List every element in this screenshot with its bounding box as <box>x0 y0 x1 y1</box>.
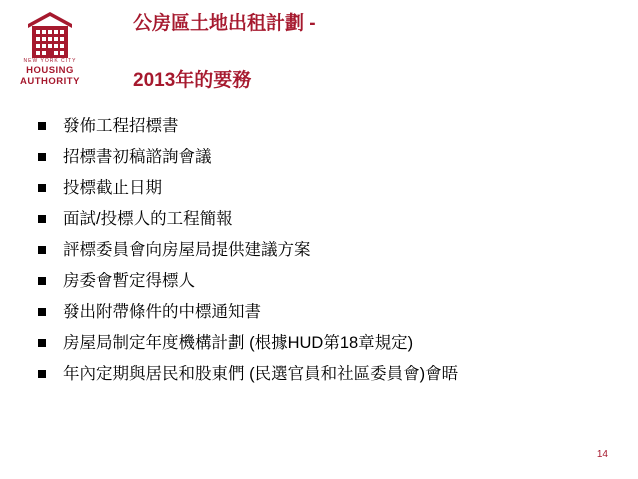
list-item <box>36 111 458 142</box>
logo-line-2: HOUSING <box>26 65 74 76</box>
list-item <box>36 359 458 390</box>
slide-title-line-2: 2013年的要務 <box>133 70 252 91</box>
list-item <box>36 142 458 173</box>
logo-line-1: NEW YORK CITY <box>23 58 77 64</box>
logo-line-3: AUTHORITY <box>20 76 80 87</box>
square-bullet-icon <box>38 153 46 161</box>
list-item-text: 投標截止日期 <box>63 179 162 197</box>
list-item-text: 評標委員會向房屋局提供建議方案 <box>63 241 311 259</box>
square-bullet-icon <box>38 122 46 130</box>
square-bullet-icon <box>38 370 46 378</box>
square-bullet-icon <box>38 246 46 254</box>
list-item <box>36 266 458 297</box>
list-item-text: 招標書初稿諮詢會議 <box>63 148 212 166</box>
page-number: 14 <box>596 449 608 460</box>
list-item-text: 發佈工程招標書 <box>63 117 179 135</box>
square-bullet-icon <box>38 339 46 347</box>
nycha-logo <box>8 10 120 94</box>
list-item <box>36 328 458 359</box>
list-item-text: 發出附帶條件的中標通知書 <box>63 303 261 321</box>
square-bullet-icon <box>38 308 46 316</box>
building-icon <box>8 10 92 58</box>
list-item <box>36 173 458 204</box>
list-item-text: 面試/投標人的工程簡報 <box>63 210 233 228</box>
square-bullet-icon <box>38 277 46 285</box>
list-item <box>36 204 458 235</box>
list-item-text: 房委會暫定得標人 <box>63 272 195 290</box>
list-item-text: 年內定期與居民和股東們 (民選官員和社區委員會)會晤 <box>63 365 459 383</box>
slide-title-line-1: 公房區土地出租計劃 - <box>133 13 316 34</box>
bullet-list <box>36 111 458 390</box>
list-item-text: 房屋局制定年度機構計劃 (根據HUD第18章規定) <box>63 334 414 352</box>
square-bullet-icon <box>38 184 46 192</box>
square-bullet-icon <box>38 215 46 223</box>
list-item <box>36 235 458 266</box>
list-item <box>36 297 458 328</box>
